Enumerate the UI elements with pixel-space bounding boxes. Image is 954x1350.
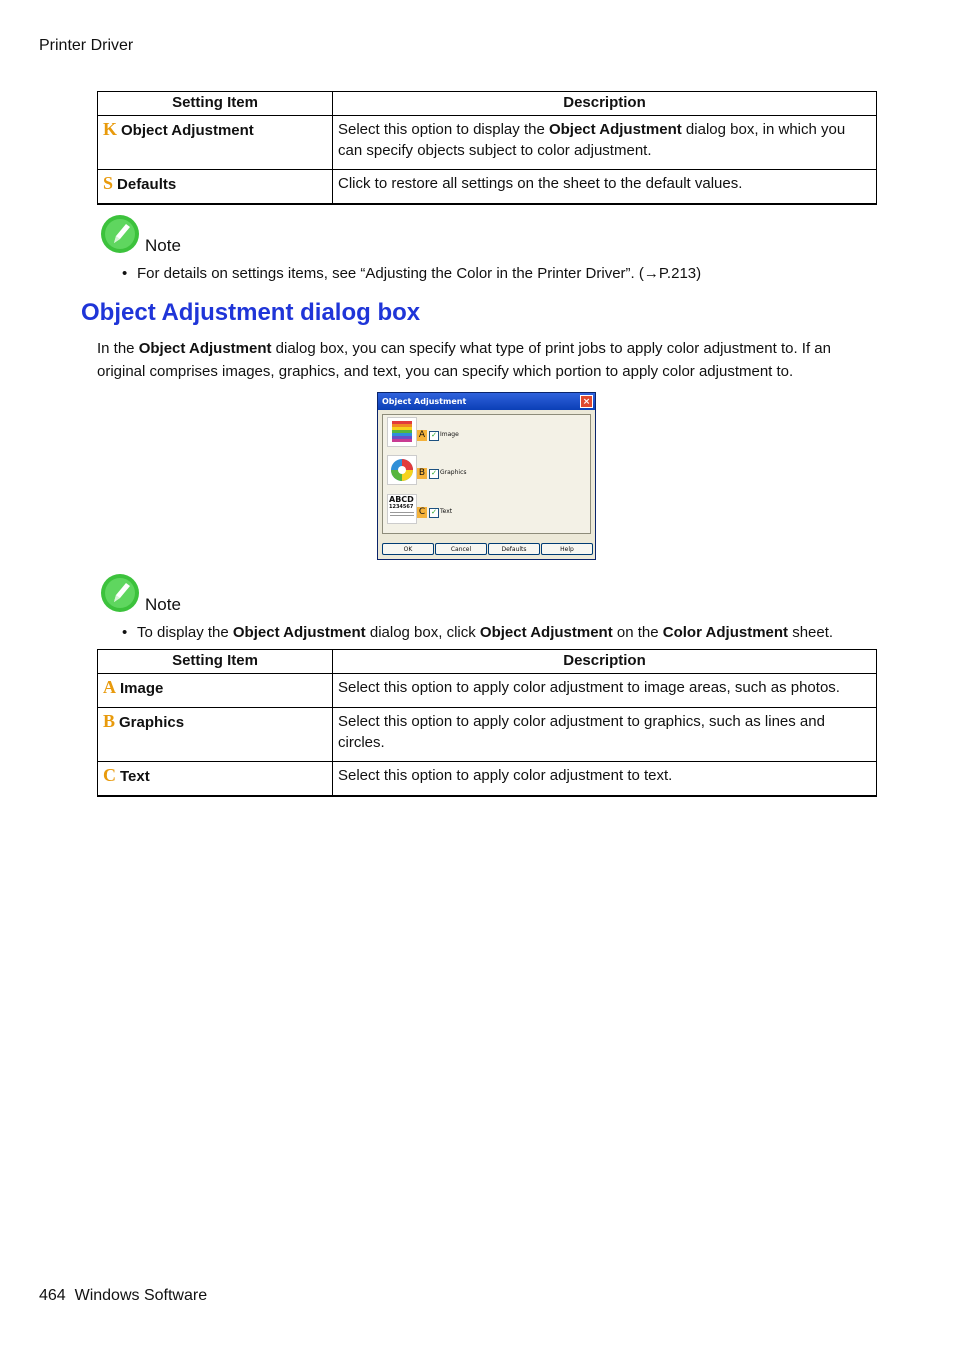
setting-item-name: Object Adjustment bbox=[121, 122, 254, 139]
settings-table-2 bbox=[97, 649, 877, 797]
description-cell: Select this option to apply color adjustment to image areas, such as photos. bbox=[333, 674, 877, 708]
pencil-note-icon bbox=[100, 573, 140, 613]
callout-letter: B bbox=[103, 711, 116, 731]
table-header-row bbox=[98, 650, 877, 674]
callout-letter: S bbox=[103, 173, 114, 193]
section-title: Object Adjustment dialog box bbox=[81, 299, 421, 326]
table-row bbox=[98, 170, 877, 205]
callout-letter: A bbox=[418, 430, 426, 440]
note-text: For details on settings items, see “Adjusting the Color in the Printer Driver”. (→P.213) bbox=[137, 265, 702, 282]
description-cell bbox=[333, 170, 877, 205]
page-footer bbox=[39, 1287, 207, 1305]
column-header-description: Description bbox=[333, 92, 877, 116]
note-1-bullet bbox=[122, 265, 701, 282]
text-checkbox[interactable]: ✓ bbox=[429, 508, 439, 518]
setting-item-cell bbox=[98, 674, 333, 708]
column-header-setting-item: Setting Item bbox=[98, 650, 333, 674]
callout-letter: C bbox=[103, 765, 116, 785]
callout-letter: K bbox=[103, 119, 118, 139]
note-2-bullet: • To display the Object Adjustment dialog box, click Object Adjustment on the Color Adjustment sheet. bbox=[122, 624, 834, 641]
close-icon[interactable]: × bbox=[580, 395, 593, 408]
image-checkbox[interactable]: ✓ bbox=[429, 431, 439, 441]
object-adjustment-dialog bbox=[377, 392, 596, 560]
setting-item-name: Defaults bbox=[117, 176, 177, 193]
page-number: 464 bbox=[39, 1287, 66, 1304]
ok-button[interactable]: OK bbox=[382, 543, 434, 555]
bullet-dot: • bbox=[122, 265, 128, 282]
setting-item-cell bbox=[98, 708, 333, 762]
table-row bbox=[98, 708, 877, 762]
table-header-row bbox=[98, 92, 877, 116]
image-option-row[interactable] bbox=[387, 417, 577, 449]
text-thumbnail-icon: ABCD 1234567 bbox=[387, 494, 417, 524]
bullet-dot: • bbox=[122, 624, 128, 641]
setting-item-name: Text bbox=[120, 768, 150, 785]
callout-letter: B bbox=[418, 468, 426, 478]
footer-section: Windows Software bbox=[74, 1287, 208, 1304]
table-row bbox=[98, 116, 877, 170]
help-button[interactable]: Help bbox=[541, 543, 593, 555]
callout-letter: A bbox=[103, 677, 116, 697]
graphics-checkbox[interactable]: ✓ bbox=[429, 469, 439, 479]
setting-item-cell bbox=[98, 116, 333, 170]
column-header-description: Description bbox=[333, 650, 877, 674]
setting-item-name: Graphics bbox=[119, 714, 185, 731]
description-text: Click to restore all settings on the sheet to the default values. bbox=[338, 175, 743, 192]
settings-table-1 bbox=[97, 91, 877, 205]
running-header: Printer Driver bbox=[39, 37, 134, 54]
dialog-title-bar bbox=[378, 393, 595, 410]
pencil-note-icon bbox=[100, 214, 140, 254]
description-text: dialog box, in which you can specify objects subject to color adjustment. bbox=[338, 121, 846, 159]
callout-letter: C bbox=[418, 507, 426, 517]
description-cell: Select this option to apply color adjustment to graphics, such as lines and circles. bbox=[333, 708, 877, 762]
graphics-thumbnail-icon bbox=[387, 455, 417, 485]
description-cell bbox=[333, 116, 877, 170]
description-cell: Select this option to apply color adjustment to text. bbox=[333, 762, 877, 797]
cancel-button[interactable]: Cancel bbox=[435, 543, 487, 555]
setting-item-cell bbox=[98, 762, 333, 797]
setting-item-name: Image bbox=[120, 680, 164, 697]
table-row bbox=[98, 762, 877, 797]
graphics-checkbox-label: Graphics bbox=[440, 469, 467, 476]
graphics-option-row[interactable] bbox=[387, 455, 577, 487]
section-intro: In the Object Adjustment dialog box, you can specify what type of print jobs to apply color adjustment to. If an original comprises images, graphics, and text, you can specify which portion to apply color adjustment to. bbox=[97, 340, 831, 380]
defaults-button[interactable]: Defaults bbox=[488, 543, 540, 555]
column-header-setting-item: Setting Item bbox=[98, 92, 333, 116]
image-thumbnail-icon bbox=[387, 417, 417, 447]
text-checkbox-label: Text bbox=[440, 508, 453, 515]
text-option-row[interactable] bbox=[387, 494, 577, 526]
description-bold: Object Adjustment bbox=[548, 121, 682, 138]
note-label: Note bbox=[145, 236, 181, 255]
image-checkbox-label: Image bbox=[440, 431, 459, 438]
dialog-title: Object Adjustment bbox=[382, 397, 467, 406]
note-label: Note bbox=[145, 595, 181, 614]
table-row bbox=[98, 674, 877, 708]
setting-item-cell bbox=[98, 170, 333, 205]
dialog-panel bbox=[382, 414, 591, 534]
description-text: Select this option to display the bbox=[338, 121, 549, 138]
